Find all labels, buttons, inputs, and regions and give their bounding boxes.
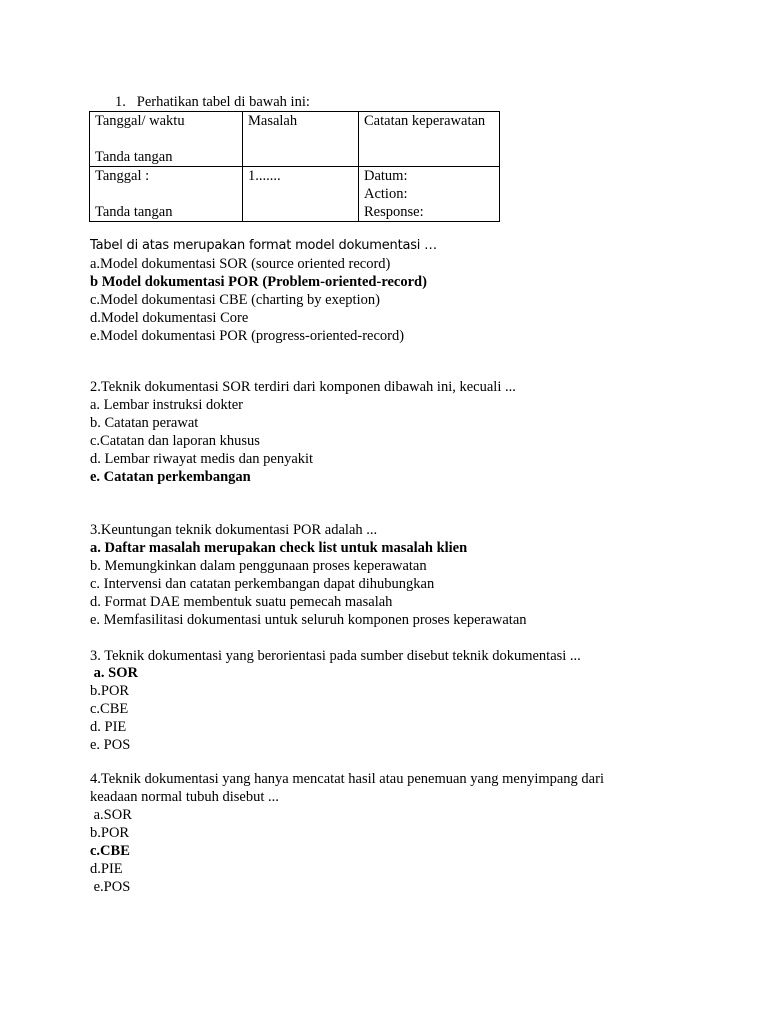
question-1-title bbox=[115, 93, 310, 111]
table-cell bbox=[90, 167, 243, 222]
option-item: e.Model dokumentasi POR (progress-oriented-record) bbox=[90, 328, 405, 344]
option-item: e. Memfasilitasi dokumentasi untuk seluruh komponen proses keperawatan bbox=[90, 612, 527, 628]
table-cell bbox=[90, 112, 243, 167]
question-4-text-line2: keadaan normal tubuh disebut ... bbox=[90, 789, 279, 805]
option-item: d.PIE bbox=[90, 861, 123, 877]
option-item: b. Catatan perawat bbox=[90, 415, 199, 431]
option-item-correct: e. Catatan perkembangan bbox=[90, 469, 251, 485]
question-3a-text: 3.Keuntungan teknik dokumentasi POR adalah ... bbox=[90, 522, 378, 538]
option-item-correct: b Model dokumentasi POR (Problem-oriented-record) bbox=[90, 274, 427, 290]
option-item: d.Model dokumentasi Core bbox=[90, 310, 249, 326]
table-cell-text: Response: bbox=[364, 204, 424, 220]
table-cell bbox=[359, 167, 500, 222]
table-row bbox=[90, 167, 500, 222]
table-cell-text: 1....... bbox=[248, 168, 281, 184]
question-1-number: 1. bbox=[115, 94, 126, 110]
documentation-format-table bbox=[89, 111, 500, 222]
question-3b-text: 3. Teknik dokumentasi yang berorientasi pada sumber disebut teknik dokumentasi ... bbox=[90, 648, 581, 664]
table-cell-text: Masalah bbox=[248, 113, 298, 129]
option-item: b. Memungkinkan dalam penggunaan proses keperawatan bbox=[90, 558, 427, 574]
table-cell-text: Catatan keperawatan bbox=[364, 113, 486, 129]
option-item-correct: a. SOR bbox=[90, 665, 138, 681]
option-item: b.POR bbox=[90, 683, 130, 699]
option-item: e. POS bbox=[90, 737, 131, 753]
option-item: d. Lembar riwayat medis dan penyakit bbox=[90, 451, 314, 467]
option-item-correct: a. Daftar masalah merupakan check list untuk masalah klien bbox=[90, 540, 468, 556]
option-item: c.Catatan dan laporan khusus bbox=[90, 433, 260, 449]
table-cell-text: Tanggal/ waktu bbox=[95, 113, 185, 129]
option-item: d. Format DAE membentuk suatu pemecah masalah bbox=[90, 594, 393, 610]
table-cell bbox=[243, 167, 359, 222]
option-item: a.SOR bbox=[90, 807, 132, 823]
question-1-title-text: Perhatikan tabel di bawah ini: bbox=[136, 94, 310, 110]
table-cell-text: Action: bbox=[364, 186, 408, 202]
option-item: c. Intervensi dan catatan perkembangan dapat dihubungkan bbox=[90, 576, 435, 592]
option-item: c.CBE bbox=[90, 701, 129, 717]
option-item-correct: c.CBE bbox=[90, 843, 130, 859]
question-1-text: Tabel di atas merupakan format model dokumentasi … bbox=[90, 238, 437, 253]
table-cell-text: Tanda tangan bbox=[95, 204, 173, 220]
table-header-row bbox=[90, 112, 500, 167]
table-cell-text: Tanggal : bbox=[95, 168, 150, 184]
table-cell bbox=[243, 112, 359, 167]
question-4-text-line1: 4.Teknik dokumentasi yang hanya mencatat hasil atau penemuan yang menyimpang dari bbox=[90, 771, 604, 787]
option-item: c.Model dokumentasi CBE (charting by exeption) bbox=[90, 292, 380, 308]
table-cell-text: Tanda tangan bbox=[95, 149, 173, 165]
option-item: a. Lembar instruksi dokter bbox=[90, 397, 244, 413]
option-item: a.Model dokumentasi SOR (source oriented record) bbox=[90, 256, 391, 272]
option-item: e.POS bbox=[90, 879, 131, 895]
question-2-text: 2.Teknik dokumentasi SOR terdiri dari komponen dibawah ini, kecuali ... bbox=[90, 379, 516, 395]
option-item: b.POR bbox=[90, 825, 130, 841]
option-item: d. PIE bbox=[90, 719, 127, 735]
table-cell-text: Datum: bbox=[364, 168, 408, 184]
table-cell bbox=[359, 112, 500, 167]
